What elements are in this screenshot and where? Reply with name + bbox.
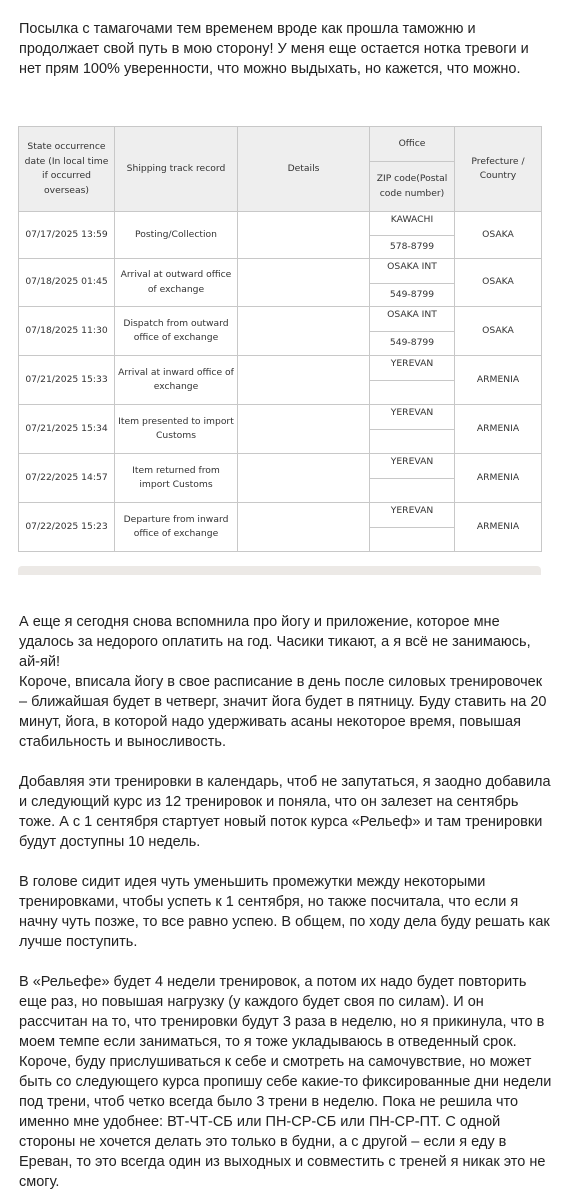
row-zip xyxy=(370,381,455,405)
row-country: OSAKA xyxy=(455,212,542,259)
header-state-date: State occurrence date (In local time if occurred overseas) xyxy=(19,127,115,212)
row-office: KAWACHI xyxy=(370,212,455,236)
row-country: ARMENIA xyxy=(455,405,542,454)
row-details xyxy=(238,212,370,259)
table-row xyxy=(19,259,542,284)
row-date: 07/18/2025 01:45 xyxy=(19,259,115,307)
row-date: 07/21/2025 15:34 xyxy=(19,405,115,454)
row-country: OSAKA xyxy=(455,307,542,356)
row-details xyxy=(238,454,370,503)
row-office: YEREVAN xyxy=(370,503,455,528)
row-date: 07/21/2025 15:33 xyxy=(19,356,115,405)
row-zip xyxy=(370,430,455,454)
row-date: 07/22/2025 15:23 xyxy=(19,503,115,552)
table-row xyxy=(19,212,542,236)
row-country: OSAKA xyxy=(455,259,542,307)
row-zip xyxy=(370,528,455,552)
row-details xyxy=(238,307,370,356)
tracking-table xyxy=(18,126,542,552)
row-office: YEREVAN xyxy=(370,405,455,430)
header-track-record: Shipping track record xyxy=(115,127,238,212)
row-country: ARMENIA xyxy=(455,356,542,405)
row-details xyxy=(238,503,370,552)
row-track-record: Item presented to import Customs xyxy=(115,405,238,454)
row-office: OSAKA INT xyxy=(370,259,455,284)
row-country: ARMENIA xyxy=(455,454,542,503)
paragraph-idea: В голове сидит идея чуть уменьшить промежутки между некоторыми тренировками, чтобы успеть к 1 сентября, но также посчитала, что если я начну чуть позже, то все равно успею. В общем, по ходу дела буду решать как лучше поступить. xyxy=(19,874,550,950)
row-track-record: Posting/Collection xyxy=(115,212,238,259)
row-office: YEREVAN xyxy=(370,356,455,381)
paragraph-yoga-schedule: Короче, вписала йогу в свое расписание в день после силовых тренировочек – ближайшая будет в четверг, значит йога будет в пятницу. Буду ставить на 20 минут, йога, в которой надо удерживать асаны некоторое время, повышая стабильность и выносливость. xyxy=(19,674,547,750)
row-zip: 578-8799 xyxy=(370,236,455,259)
row-track-record: Arrival at inward office of exchange xyxy=(115,356,238,405)
table-row xyxy=(19,454,542,479)
row-date: 07/17/2025 13:59 xyxy=(19,212,115,259)
row-details xyxy=(238,259,370,307)
row-details xyxy=(238,405,370,454)
table-row xyxy=(19,503,542,528)
intro-paragraph: Посылка с тамагочами тем временем вроде как прошла таможню и продолжает свой путь в мою сторону! У меня еще остается нотка тревоги и нет прям 100% уверенности, что можно выдыхать, но кажется, что можно. xyxy=(19,21,529,77)
row-track-record: Departure from inward office of exchange xyxy=(115,503,238,552)
row-zip: 549-8799 xyxy=(370,332,455,356)
header-zip: ZIP code(Postal code number) xyxy=(370,162,455,212)
table-footer-bar xyxy=(18,566,541,575)
paragraph-calendar: Добавляя эти тренировки в календарь, чтоб не запутаться, я заодно добавила и следующий курс из 12 тренировок и поняла, что он залезет на сентябрь тоже. А с 1 сентября стартует новый поток курса «Рельеф» и там тренировки будут доступны 10 недель. xyxy=(19,774,551,850)
paragraph-relief: В «Рельефе» будет 4 недели тренировок, а потом их надо будет повторить еще раз, но повышая нагрузку (у каждого будет своя по силам). И он рассчитан на то, что тренировки будут 3 раза в неделю, но я прикинула, что в моем темпе если заниматься, то я тоже укладываюсь в отведенный срок. Короче, буду прислушиваться к себе и смотреть на самочувствие, но может быть со следующего курса пропишу себе какие-то фиксированные дни недели под трени, чтоб четко всегда было 3 трени в неделю. Пока не решила что именно мне удобнее: ВТ-ЧТ-СБ или ПН-СР-СБ или ПН-СР-ПТ. С одной стороны не хочется делать это только в будни, а с другой – если я еду в Ереван, то это всегда один из выходных и совместить с треней я никак это не смогу. xyxy=(19,974,552,1190)
row-office: YEREVAN xyxy=(370,454,455,479)
row-zip xyxy=(370,479,455,503)
row-country: ARMENIA xyxy=(455,503,542,552)
row-zip: 549-8799 xyxy=(370,284,455,307)
tracking-rows xyxy=(19,212,542,552)
paragraph-yoga-app: А еще я сегодня снова вспомнила про йогу и приложение, которое мне удалось за недорого оплатить на год. Часики тикают, а я всё не занимаюсь, ай-яй! xyxy=(19,614,531,670)
table-row xyxy=(19,307,542,332)
row-track-record: Arrival at outward office of exchange xyxy=(115,259,238,307)
header-details: Details xyxy=(238,127,370,212)
table-row xyxy=(19,405,542,430)
row-track-record: Item returned from import Customs xyxy=(115,454,238,503)
header-office: Office xyxy=(370,127,455,162)
row-date: 07/18/2025 11:30 xyxy=(19,307,115,356)
table-row xyxy=(19,356,542,381)
row-track-record: Dispatch from outward office of exchange xyxy=(115,307,238,356)
row-date: 07/22/2025 14:57 xyxy=(19,454,115,503)
header-prefecture: Prefecture / Country xyxy=(455,127,542,212)
row-office: OSAKA INT xyxy=(370,307,455,332)
row-details xyxy=(238,356,370,405)
